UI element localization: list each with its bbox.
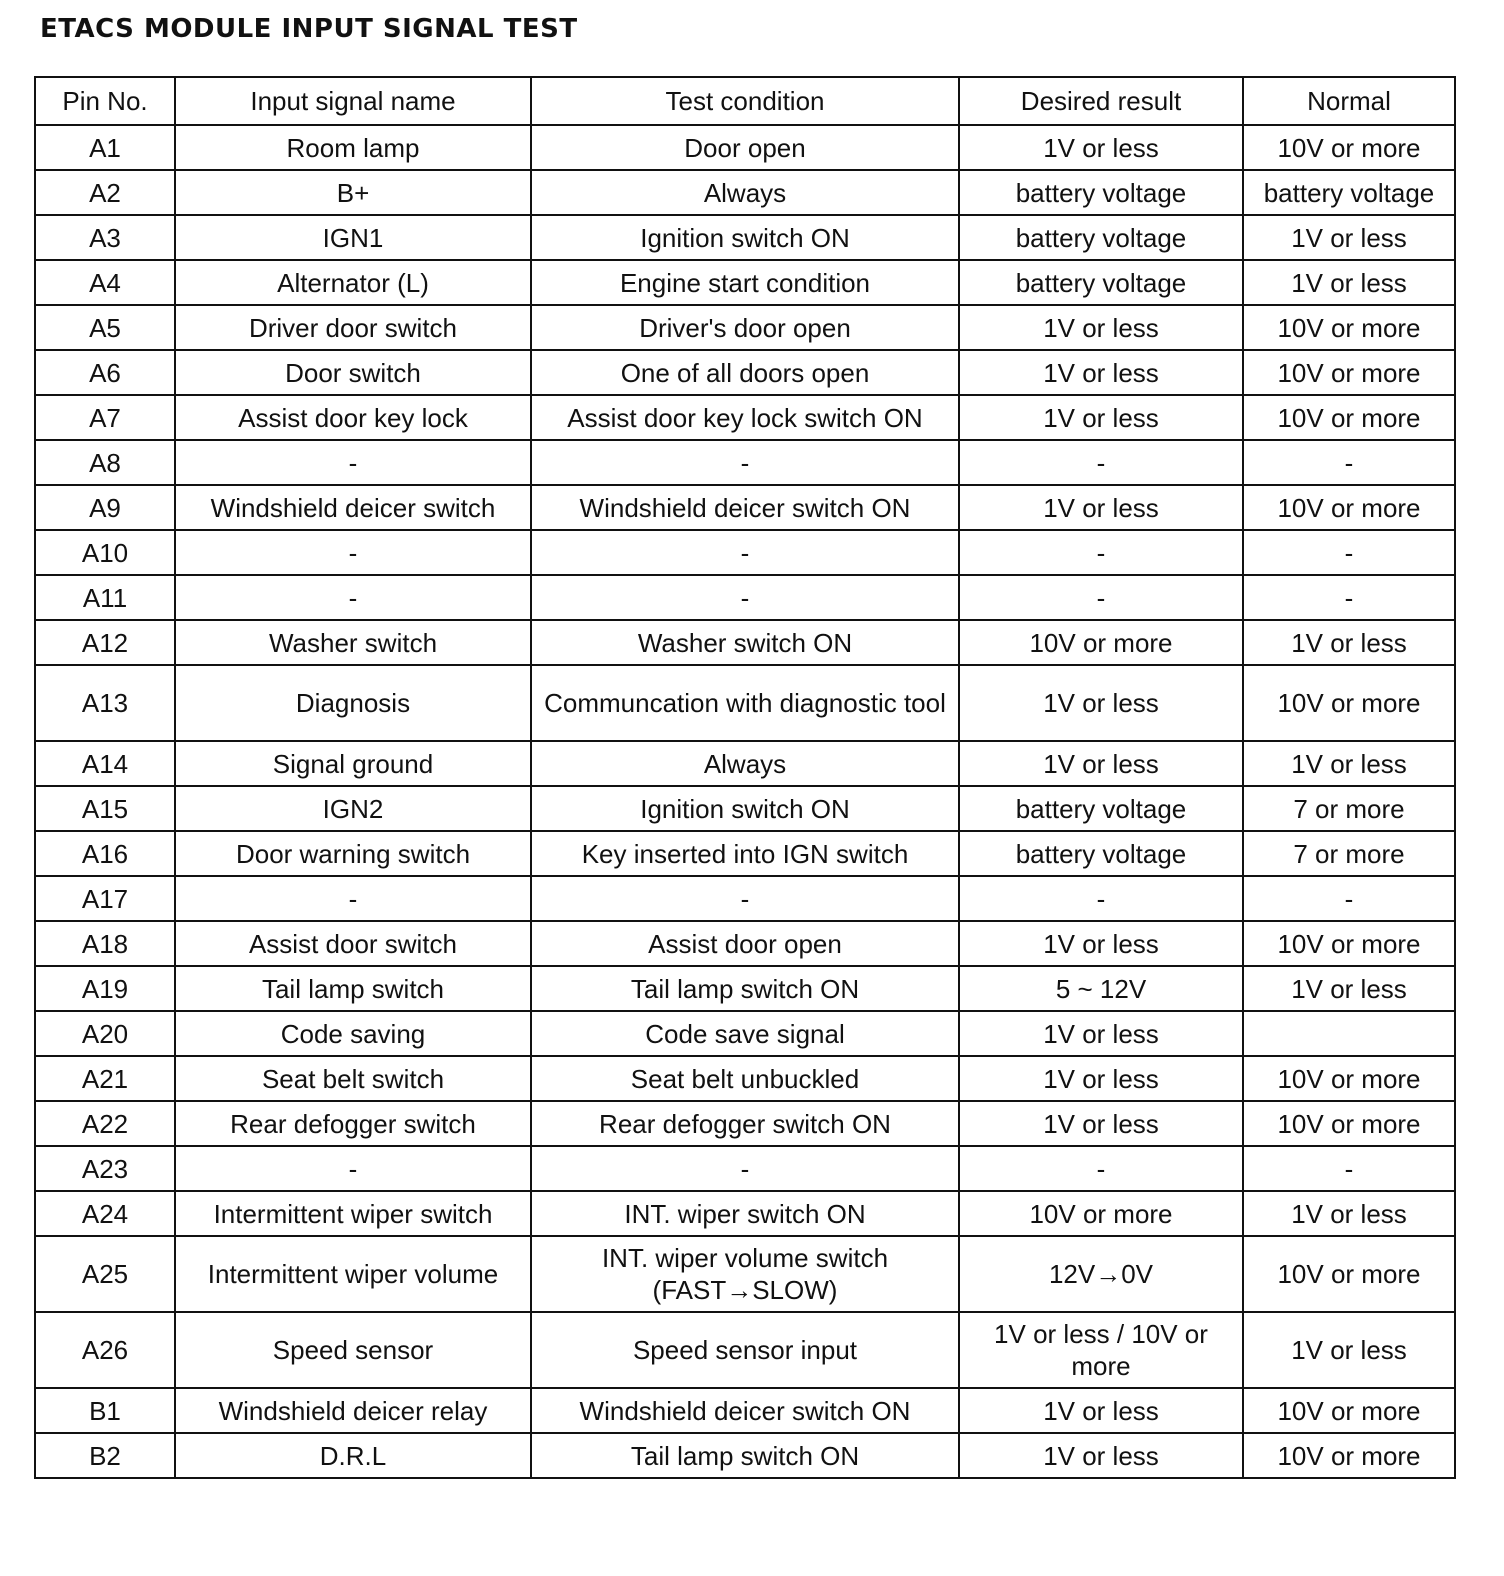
table-row: [35, 395, 1455, 440]
cell-signal-name: Windshield deicer relay: [175, 1388, 531, 1433]
cell-test-condition: -: [531, 575, 959, 620]
cell-normal: 10V or more: [1243, 125, 1455, 170]
cell-normal: 1V or less: [1243, 620, 1455, 665]
cell-test-condition: INT. wiper switch ON: [531, 1191, 959, 1236]
cell-desired-result: 12V→0V: [959, 1236, 1243, 1312]
table-row: [35, 966, 1455, 1011]
cell-pin: A23: [35, 1146, 175, 1191]
cell-desired-result: 1V or less: [959, 395, 1243, 440]
cell-test-condition: Code save signal: [531, 1011, 959, 1056]
header-row: [35, 77, 1455, 125]
cell-desired-result: 10V or more: [959, 620, 1243, 665]
table-row: [35, 741, 1455, 786]
cell-test-condition: Always: [531, 170, 959, 215]
cell-normal: -: [1243, 440, 1455, 485]
table-row: [35, 1236, 1455, 1312]
cell-signal-name: -: [175, 575, 531, 620]
cell-pin: A20: [35, 1011, 175, 1056]
cell-signal-name: Intermittent wiper switch: [175, 1191, 531, 1236]
table-row: [35, 260, 1455, 305]
cell-signal-name: Signal ground: [175, 741, 531, 786]
cell-pin: A26: [35, 1312, 175, 1388]
cell-normal: -: [1243, 575, 1455, 620]
table-row: [35, 350, 1455, 395]
cell-desired-result: 1V or less / 10V or more: [959, 1312, 1243, 1388]
cell-desired-result: 1V or less: [959, 350, 1243, 395]
cell-normal: 1V or less: [1243, 260, 1455, 305]
cell-pin: A7: [35, 395, 175, 440]
cell-test-condition: Door open: [531, 125, 959, 170]
cell-test-condition: Assist door key lock switch ON: [531, 395, 959, 440]
cell-signal-name: Door warning switch: [175, 831, 531, 876]
cell-pin: A22: [35, 1101, 175, 1146]
cell-signal-name: Assist door switch: [175, 921, 531, 966]
column-header-test-condition: Test condition: [531, 77, 959, 125]
cell-pin: B1: [35, 1388, 175, 1433]
signal-test-table: [34, 76, 1456, 1479]
cell-test-condition: -: [531, 530, 959, 575]
cell-signal-name: -: [175, 530, 531, 575]
cell-pin: A24: [35, 1191, 175, 1236]
cell-signal-name: Room lamp: [175, 125, 531, 170]
cell-desired-result: battery voltage: [959, 831, 1243, 876]
table-row: [35, 1101, 1455, 1146]
cell-signal-name: B+: [175, 170, 531, 215]
cell-desired-result: battery voltage: [959, 260, 1243, 305]
cell-desired-result: 1V or less: [959, 1433, 1243, 1478]
cell-desired-result: 1V or less: [959, 125, 1243, 170]
cell-normal: 1V or less: [1243, 1191, 1455, 1236]
cell-signal-name: -: [175, 1146, 531, 1191]
table-row: [35, 1056, 1455, 1101]
cell-signal-name: Driver door switch: [175, 305, 531, 350]
cell-signal-name: Assist door key lock: [175, 395, 531, 440]
cell-desired-result: -: [959, 530, 1243, 575]
cell-signal-name: Tail lamp switch: [175, 966, 531, 1011]
table-body: [35, 125, 1455, 1478]
cell-pin: A1: [35, 125, 175, 170]
cell-pin: A4: [35, 260, 175, 305]
cell-normal: 10V or more: [1243, 350, 1455, 395]
cell-pin: A6: [35, 350, 175, 395]
cell-signal-name: Seat belt switch: [175, 1056, 531, 1101]
cell-pin: A10: [35, 530, 175, 575]
cell-signal-name: Intermittent wiper volume: [175, 1236, 531, 1312]
cell-desired-result: -: [959, 876, 1243, 921]
cell-test-condition: One of all doors open: [531, 350, 959, 395]
cell-test-condition: Assist door open: [531, 921, 959, 966]
cell-test-condition: Ignition switch ON: [531, 215, 959, 260]
cell-pin: A8: [35, 440, 175, 485]
cell-pin: B2: [35, 1433, 175, 1478]
cell-normal: -: [1243, 876, 1455, 921]
cell-normal: 7 or more: [1243, 831, 1455, 876]
table-row: [35, 1011, 1455, 1056]
cell-desired-result: 1V or less: [959, 305, 1243, 350]
table-row: [35, 440, 1455, 485]
cell-normal: 10V or more: [1243, 1236, 1455, 1312]
cell-signal-name: Speed sensor: [175, 1312, 531, 1388]
cell-signal-name: -: [175, 440, 531, 485]
cell-normal: 10V or more: [1243, 1388, 1455, 1433]
cell-normal: 1V or less: [1243, 215, 1455, 260]
cell-desired-result: battery voltage: [959, 786, 1243, 831]
cell-desired-result: 5 ~ 12V: [959, 966, 1243, 1011]
cell-test-condition: Always: [531, 741, 959, 786]
table-row: [35, 665, 1455, 741]
cell-test-condition: Engine start condition: [531, 260, 959, 305]
cell-signal-name: Code saving: [175, 1011, 531, 1056]
cell-desired-result: 1V or less: [959, 1388, 1243, 1433]
column-header-signal-name: Input signal name: [175, 77, 531, 125]
cell-normal: 1V or less: [1243, 741, 1455, 786]
table-row: [35, 786, 1455, 831]
table-row: [35, 305, 1455, 350]
table-row: [35, 876, 1455, 921]
column-header-desired-result: Desired result: [959, 77, 1243, 125]
cell-test-condition: Key inserted into IGN switch: [531, 831, 959, 876]
cell-signal-name: Windshield deicer switch: [175, 485, 531, 530]
cell-signal-name: IGN1: [175, 215, 531, 260]
cell-normal: 10V or more: [1243, 305, 1455, 350]
cell-normal: -: [1243, 1146, 1455, 1191]
cell-test-condition: INT. wiper volume switch (FAST→SLOW): [531, 1236, 959, 1312]
cell-pin: A11: [35, 575, 175, 620]
cell-pin: A18: [35, 921, 175, 966]
cell-pin: A16: [35, 831, 175, 876]
cell-pin: A17: [35, 876, 175, 921]
cell-test-condition: Seat belt unbuckled: [531, 1056, 959, 1101]
cell-desired-result: 1V or less: [959, 921, 1243, 966]
cell-pin: A9: [35, 485, 175, 530]
cell-signal-name: IGN2: [175, 786, 531, 831]
cell-normal: 7 or more: [1243, 786, 1455, 831]
cell-normal: battery voltage: [1243, 170, 1455, 215]
table-row: [35, 170, 1455, 215]
cell-test-condition: Ignition switch ON: [531, 786, 959, 831]
cell-normal: 10V or more: [1243, 1101, 1455, 1146]
cell-test-condition: -: [531, 1146, 959, 1191]
cell-normal: 10V or more: [1243, 1433, 1455, 1478]
cell-test-condition: Washer switch ON: [531, 620, 959, 665]
cell-desired-result: 10V or more: [959, 1191, 1243, 1236]
column-header-pin: Pin No.: [35, 77, 175, 125]
table-row: [35, 1388, 1455, 1433]
cell-desired-result: 1V or less: [959, 485, 1243, 530]
table-row: [35, 620, 1455, 665]
table-row: [35, 1191, 1455, 1236]
cell-test-condition: Tail lamp switch ON: [531, 966, 959, 1011]
page-title: ETACS MODULE INPUT SIGNAL TEST: [40, 14, 578, 44]
cell-signal-name: Door switch: [175, 350, 531, 395]
cell-pin: A5: [35, 305, 175, 350]
table-row: [35, 1433, 1455, 1478]
cell-desired-result: 1V or less: [959, 665, 1243, 741]
cell-test-condition: Windshield deicer switch ON: [531, 1388, 959, 1433]
cell-pin: A25: [35, 1236, 175, 1312]
cell-test-condition: Speed sensor input: [531, 1312, 959, 1388]
cell-normal: 10V or more: [1243, 395, 1455, 440]
cell-test-condition: Driver's door open: [531, 305, 959, 350]
cell-test-condition: -: [531, 876, 959, 921]
table-row: [35, 215, 1455, 260]
cell-signal-name: Washer switch: [175, 620, 531, 665]
cell-desired-result: 1V or less: [959, 741, 1243, 786]
table-row: [35, 125, 1455, 170]
cell-desired-result: battery voltage: [959, 170, 1243, 215]
table-row: [35, 485, 1455, 530]
cell-test-condition: -: [531, 440, 959, 485]
cell-normal: 10V or more: [1243, 485, 1455, 530]
cell-pin: A3: [35, 215, 175, 260]
cell-test-condition: Rear defogger switch ON: [531, 1101, 959, 1146]
cell-pin: A21: [35, 1056, 175, 1101]
table-row: [35, 530, 1455, 575]
cell-normal: 1V or less: [1243, 1312, 1455, 1388]
cell-normal: 10V or more: [1243, 665, 1455, 741]
cell-desired-result: 1V or less: [959, 1101, 1243, 1146]
cell-desired-result: -: [959, 440, 1243, 485]
cell-test-condition: Windshield deicer switch ON: [531, 485, 959, 530]
cell-test-condition: Communcation with diagnostic tool: [531, 665, 959, 741]
cell-normal: 1V or less: [1243, 966, 1455, 1011]
cell-normal: [1243, 1011, 1455, 1056]
cell-pin: A19: [35, 966, 175, 1011]
column-header-normal: Normal: [1243, 77, 1455, 125]
cell-test-condition: Tail lamp switch ON: [531, 1433, 959, 1478]
table-row: [35, 921, 1455, 966]
cell-signal-name: -: [175, 876, 531, 921]
cell-pin: A2: [35, 170, 175, 215]
cell-pin: A12: [35, 620, 175, 665]
table-row: [35, 1146, 1455, 1191]
cell-pin: A14: [35, 741, 175, 786]
cell-signal-name: Rear defogger switch: [175, 1101, 531, 1146]
cell-desired-result: 1V or less: [959, 1056, 1243, 1101]
cell-desired-result: -: [959, 1146, 1243, 1191]
table-row: [35, 575, 1455, 620]
cell-desired-result: 1V or less: [959, 1011, 1243, 1056]
cell-normal: 10V or more: [1243, 1056, 1455, 1101]
table-row: [35, 831, 1455, 876]
cell-pin: A13: [35, 665, 175, 741]
cell-desired-result: -: [959, 575, 1243, 620]
table-row: [35, 1312, 1455, 1388]
cell-signal-name: Alternator (L): [175, 260, 531, 305]
cell-signal-name: D.R.L: [175, 1433, 531, 1478]
cell-normal: 10V or more: [1243, 921, 1455, 966]
cell-desired-result: battery voltage: [959, 215, 1243, 260]
cell-signal-name: Diagnosis: [175, 665, 531, 741]
cell-pin: A15: [35, 786, 175, 831]
cell-normal: -: [1243, 530, 1455, 575]
